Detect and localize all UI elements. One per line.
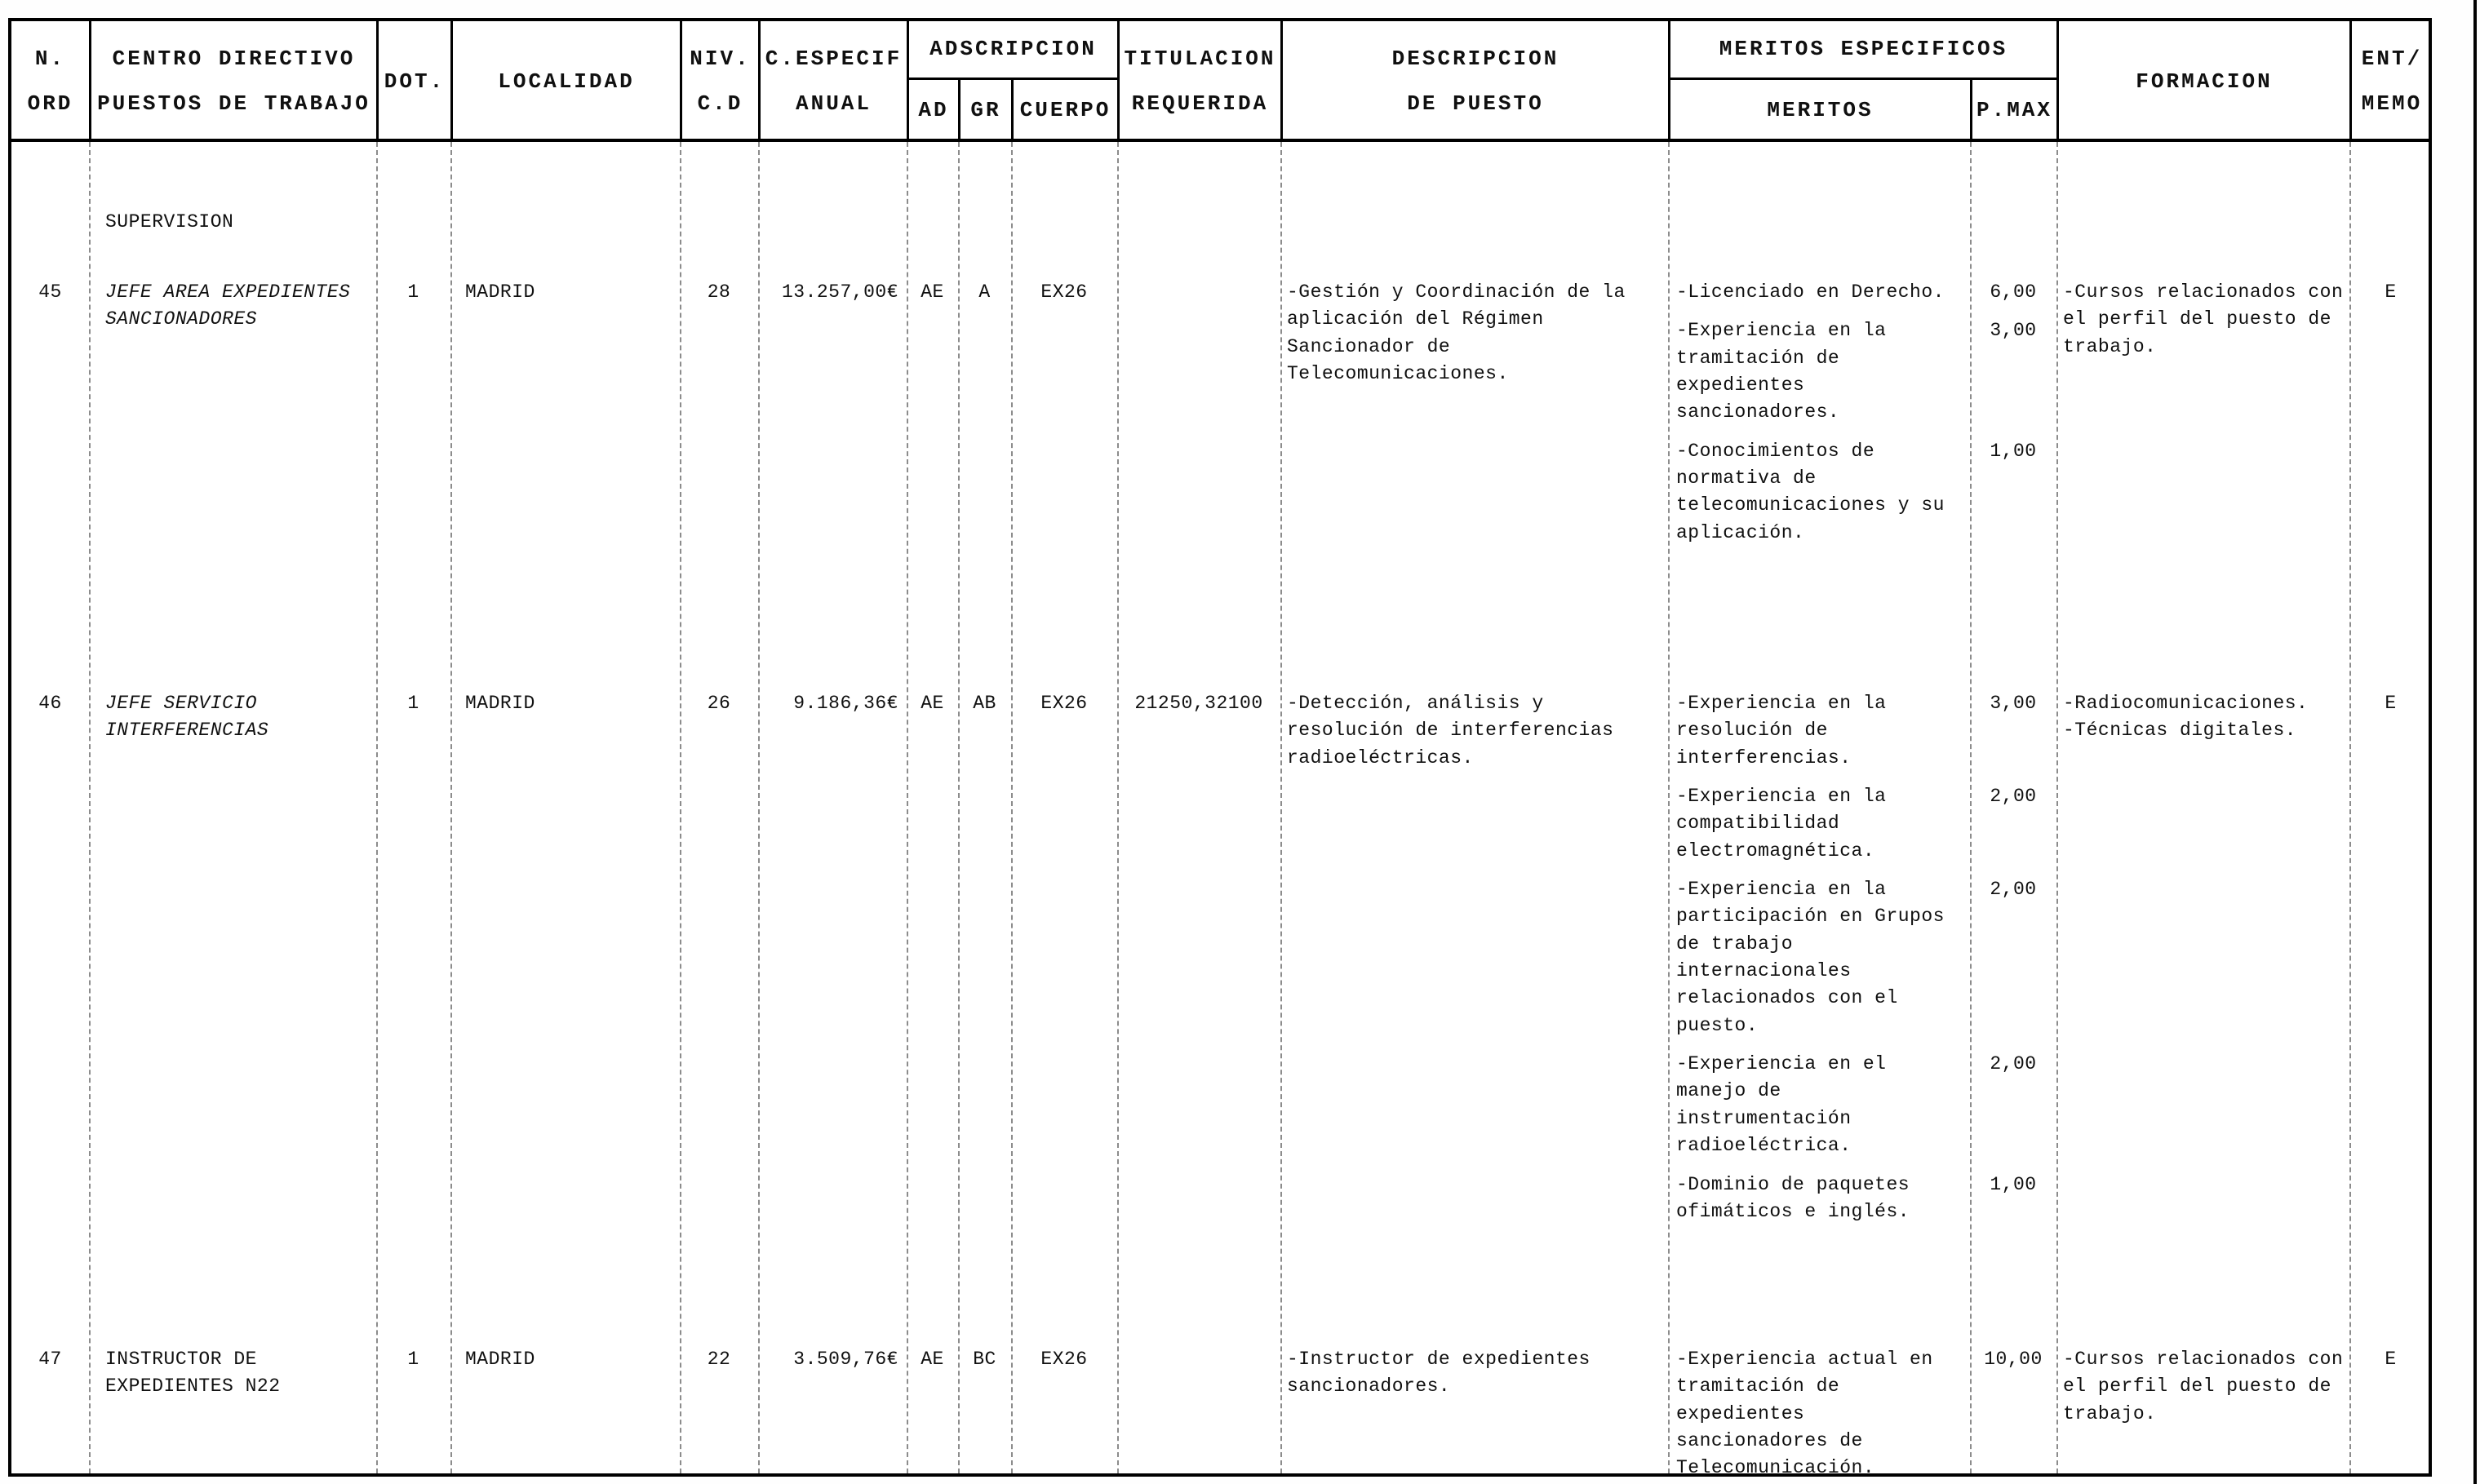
cell-n_ord: 45	[38, 281, 62, 303]
merits-list	[1668, 1346, 2056, 1484]
cell-cuerpo: EX26	[1040, 281, 1088, 303]
header-titulacion: TITULACION REQUERIDA	[1117, 21, 1280, 142]
column-separator	[89, 142, 91, 1473]
cell-localidad: MADRID	[465, 1349, 535, 1370]
merit-item	[1668, 438, 2056, 547]
cell-cuerpo: EX26	[1040, 693, 1088, 714]
header-ent-memo: ENT/ MEMO	[2349, 21, 2432, 142]
group-label-supervision: SUPERVISION	[105, 211, 234, 233]
merit-pmax: 2,00	[1990, 786, 2037, 808]
cell-titulacion: 21250,32100	[1134, 693, 1263, 714]
cell-dot: 1	[407, 1349, 419, 1370]
header-descripcion: DESCRIPCION DE PUESTO	[1280, 21, 1668, 142]
header-adscripcion: ADSCRIPCION	[907, 21, 1117, 80]
header-n-ord: N. ORD	[27, 47, 73, 116]
merit-text: -Experiencia en la compatibilidad electromagnética.	[1676, 786, 1887, 862]
merit-item	[1668, 279, 2056, 306]
column-separator	[1011, 142, 1013, 1473]
cell-gr: A	[978, 281, 991, 303]
header-centro-directivo: CENTRO DIRECTIVO PUESTOS DE TRABAJO	[89, 21, 376, 142]
merit-item	[1668, 1172, 2056, 1226]
merit-text: -Experiencia actual en tramitación de expedientes sancionadores de Telecomunicación.	[1676, 1349, 1933, 1479]
cell-formacion: -Cursos relacionados con el perfil del puesto de trabajo.	[2063, 1349, 2344, 1424]
header-pmax: P.MAX	[1970, 80, 2056, 142]
cell-descripcion: -Detección, análisis y resolución de interferencias radioeléctricas.	[1287, 693, 1614, 769]
header-meritos-especificos: MERITOS ESPECIFICOS	[1668, 21, 2056, 80]
merit-pmax: 2,00	[1990, 879, 2037, 901]
cell-ad: AE	[921, 1349, 944, 1370]
merit-item	[1668, 1051, 2056, 1159]
merits-list	[1668, 279, 2056, 558]
merit-text: -Experiencia en la tramitación de expedientes sancionadores.	[1676, 320, 1887, 423]
column-separator	[958, 142, 960, 1473]
cell-niv: 26	[707, 693, 731, 714]
table-body	[11, 142, 2429, 1479]
cell-cuerpo: EX26	[1040, 1349, 1088, 1370]
cell-n_ord: 47	[38, 1349, 62, 1370]
cell-puesto: JEFE AREA EXPEDIENTES SANCIONADORES	[105, 281, 351, 330]
merit-pmax: 3,00	[1990, 320, 2037, 342]
cell-niv: 22	[707, 1349, 731, 1370]
page-edge-line	[2473, 0, 2477, 1484]
cell-puesto: INSTRUCTOR DE EXPEDIENTES N22	[105, 1349, 281, 1398]
merit-pmax: 10,00	[1984, 1349, 2043, 1370]
rpt-table	[8, 18, 2432, 1477]
merit-text: -Licenciado en Derecho.	[1676, 281, 1945, 303]
cell-formacion: -Radiocomunicaciones. -Técnicas digitales.	[2063, 693, 2309, 742]
cell-localidad: MADRID	[465, 281, 535, 303]
cell-c_especif: 13.257,00€	[781, 281, 898, 303]
merit-text: -Experiencia en la resolución de interferencias.	[1676, 693, 1887, 769]
merit-item	[1668, 690, 2056, 772]
merit-text: -Experiencia en la participación en Grupos de trabajo internacionales relacionados con el puesto.	[1676, 879, 1945, 1036]
column-separator	[2349, 142, 2351, 1473]
cell-niv: 28	[707, 281, 731, 303]
cell-gr: BC	[973, 1349, 996, 1370]
header-localidad: LOCALIDAD	[450, 21, 680, 142]
merit-text: -Experiencia en el manejo de instrumentación radioeléctrica.	[1676, 1053, 1887, 1157]
header-cuerpo: CUERPO	[1011, 80, 1117, 142]
merit-text: -Dominio de paquetes ofimáticos e inglés.	[1676, 1173, 1910, 1222]
table-header	[11, 21, 2429, 142]
cell-descripcion: -Gestión y Coordinación de la aplicación del Régimen Sancionador de Telecomunicaciones.	[1287, 281, 1626, 385]
merit-item	[1668, 1346, 2056, 1482]
column-separator	[758, 142, 760, 1473]
header-c-especif: C.ESPECIF ANUAL	[758, 21, 907, 142]
cell-gr: AB	[973, 693, 996, 714]
header-dot: DOT.	[376, 21, 450, 142]
column-separator	[376, 142, 378, 1473]
cell-formacion: -Cursos relacionados con el perfil del puesto de trabajo.	[2063, 281, 2344, 357]
merit-pmax: 1,00	[1990, 440, 2037, 462]
merit-item	[1668, 783, 2056, 865]
cell-ent: E	[2385, 281, 2397, 303]
merit-pmax: 3,00	[1990, 693, 2037, 714]
column-separator	[450, 142, 452, 1473]
merit-pmax: 6,00	[1990, 281, 2037, 303]
cell-localidad: MADRID	[465, 693, 535, 714]
cell-ad: AE	[921, 693, 944, 714]
column-separator	[907, 142, 908, 1473]
cell-dot: 1	[407, 693, 419, 714]
cell-c_especif: 9.186,36€	[793, 693, 898, 714]
merit-pmax: 2,00	[1990, 1053, 2037, 1075]
merit-item	[1668, 317, 2056, 426]
header-gr: GR	[958, 80, 1011, 142]
cell-ent: E	[2385, 693, 2397, 714]
column-separator	[1117, 142, 1119, 1473]
header-meritos: MERITOS	[1668, 80, 1970, 142]
cell-ent: E	[2385, 1349, 2397, 1370]
cell-dot: 1	[407, 281, 419, 303]
cell-ad: AE	[921, 281, 944, 303]
cell-n_ord: 46	[38, 693, 62, 714]
header-ad: AD	[907, 80, 958, 142]
column-separator	[680, 142, 681, 1473]
merit-pmax: 1,00	[1990, 1173, 2037, 1195]
header-niv-cd: NIV. C.D	[680, 21, 758, 142]
merits-list	[1668, 690, 2056, 1237]
cell-puesto: JEFE SERVICIO INTERFERENCIAS	[105, 693, 269, 742]
merit-text: -Conocimientos de normativa de telecomunicaciones y su aplicación.	[1676, 440, 1945, 543]
cell-descripcion: -Instructor de expedientes sancionadores.	[1287, 1349, 1590, 1398]
merit-item	[1668, 876, 2056, 1039]
header-formacion: FORMACION	[2056, 21, 2349, 142]
cell-c_especif: 3.509,76€	[793, 1349, 898, 1370]
